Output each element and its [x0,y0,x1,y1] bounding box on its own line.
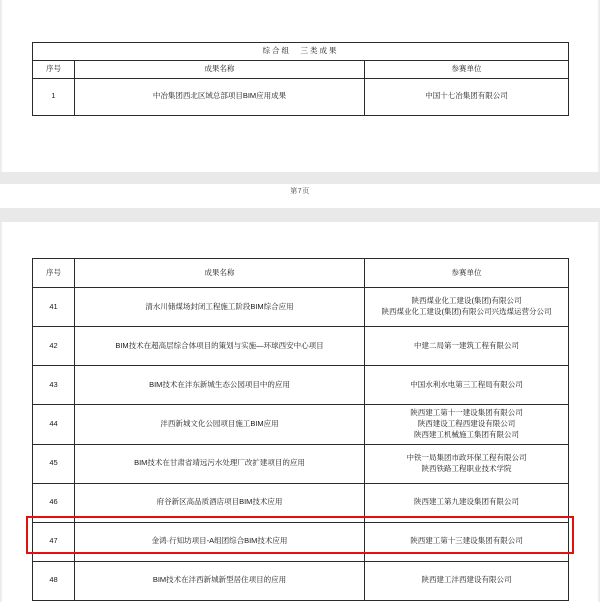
cell-unit [365,561,569,600]
cell-no: 46 [33,483,75,522]
cell-name: 金鸿·行知坊项目-A组团综合BIM技术应用 [75,522,365,561]
header-unit: 参赛单位 [365,60,569,78]
unit-line: 陕西建工第九建设集团有限公司 [414,497,519,507]
cell-unit [365,483,569,522]
cell-no: 48 [33,561,75,600]
cell-no: 41 [33,288,75,327]
top-results-table [32,42,568,116]
table-header-row [33,259,569,288]
cell-no: 44 [33,405,75,445]
cell-unit [365,522,569,561]
page-gap [0,172,600,184]
table-row [33,405,569,445]
page-gap-2 [0,208,600,222]
unit-line: 陕西建工第十三建设集团有限公司 [410,536,523,546]
cell-name: 清水川储煤场封闭工程施工阶段BIM综合应用 [75,288,365,327]
header-name: 成果名称 [75,259,365,288]
table-row [33,288,569,327]
unit-line: 陕西建工第十一建设集团有限公司 [410,408,523,417]
unit-line: 陕西煤业化工建设(集团)有限公司兴选煤运营分公司 [381,307,552,316]
cell-name: BIM技术在沣东新城生态公园项目中的应用 [75,366,365,405]
cell-name: BIM技术在甘肃省靖远污水处理厂改扩建项目的应用 [75,444,365,483]
bottom-results-table [32,258,568,601]
header-unit: 参赛单位 [365,259,569,288]
table-row [33,78,569,115]
cell-name: 中冶集团西北区域总部项目BIM应用成果 [75,78,365,115]
table-row [33,366,569,405]
table-row [33,561,569,600]
table-title-row [33,43,569,61]
cell-no: 47 [33,522,75,561]
unit-line: 陕西建工沣西建设有限公司 [421,575,512,585]
unit-line: 陕西铁路工程职业技术学院 [421,463,512,473]
cell-no: 1 [33,78,75,115]
sheet-shadow-left [0,0,3,172]
cell-no: 42 [33,327,75,366]
page-number-label: 第7页 [290,188,310,195]
cell-no: 43 [33,366,75,405]
table-row [33,444,569,483]
cell-unit [365,288,569,327]
cell-unit [365,366,569,405]
sheet-bottom-shadow-left [0,222,3,602]
cell-unit [365,405,569,445]
header-no: 序号 [33,60,75,78]
cell-name: 府谷新区高品质酒店项目BIM技术应用 [75,483,365,522]
unit-line: 陕西煤业化工建设(集团)有限公司 [411,296,522,306]
table-row-highlighted [33,522,569,561]
unit-line: 陕西建工机械施工集团有限公司 [414,429,519,439]
cell-name: BIM技术在沣西新城新型居住项目的应用 [75,561,365,600]
cell-name: BIM技术在超高层综合体项目的策划与实施—环球西安中心项目 [75,327,365,366]
table-title: 综合组 三类成果 [33,43,569,61]
cell-name: 沣西新城文化公园项目施工BIM应用 [75,405,365,445]
unit-line: 中国水利水电第三工程局有限公司 [410,379,523,389]
unit-line: 中铁一局集团市政环保工程有限公司 [406,452,527,462]
cell-no: 45 [33,444,75,483]
cell-unit: 中国十七冶集团有限公司 [365,78,569,115]
cell-unit [365,327,569,366]
table-row [33,483,569,522]
table-header-row [33,60,569,78]
header-name: 成果名称 [75,60,365,78]
table-row [33,327,569,366]
cell-unit [365,444,569,483]
unit-line: 陕西建设工程西建设有限公司 [417,418,516,428]
unit-line: 中建二局第一建筑工程有限公司 [414,340,519,350]
header-no: 序号 [33,259,75,288]
